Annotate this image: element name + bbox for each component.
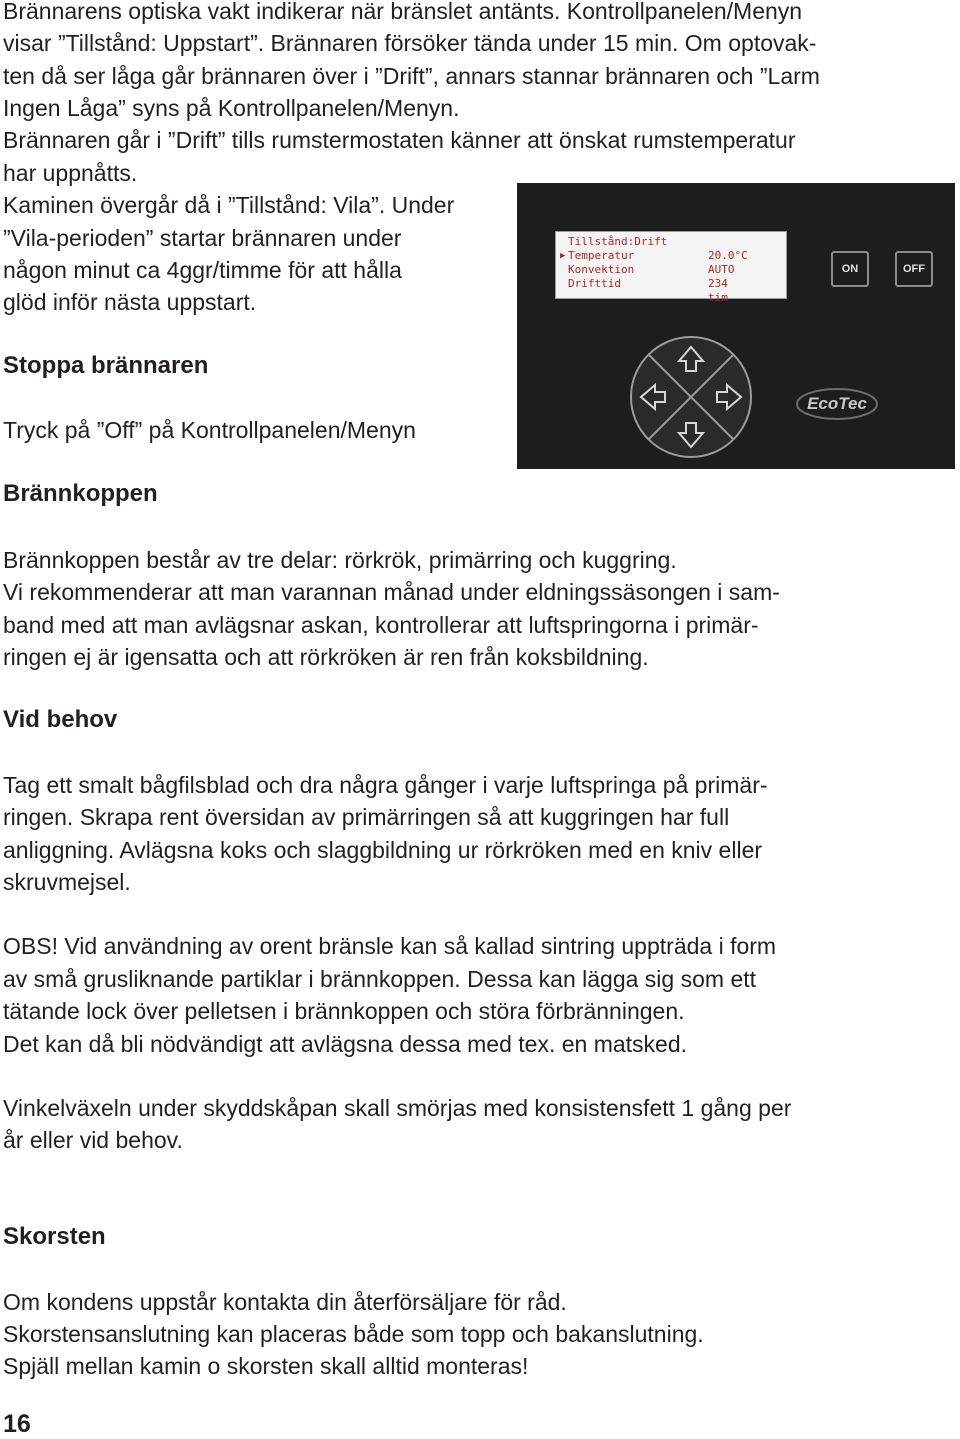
skorsten-line: Spjäll mellan kamin o skorsten skall alltid monteras! [3, 1353, 529, 1379]
off-button[interactable]: OFF [895, 251, 933, 287]
intro-line: har uppnåtts. [3, 160, 138, 186]
lcd-title: Tillstånd:Drift [568, 235, 668, 248]
brannkoppen-line: Brännkoppen består av tre delar: rörkrök, primärring och kuggring. [3, 547, 677, 573]
intro-line: någon minut ca 4ggr/timme för att hålla [3, 257, 402, 283]
page-number: 16 [3, 1410, 31, 1438]
skorsten-line: Om kondens uppstår kontakta din återförsäljare för råd. [3, 1289, 567, 1315]
stoppa-text: Tryck på ”Off” på Kontrollpanelen/Menyn [3, 417, 416, 443]
vid-behov-line: ringen. Skrapa rent översidan av primärringen så att kuggringen har full [3, 804, 730, 830]
lcd-row-value: AUTO [708, 263, 735, 276]
vinkel-line: år eller vid behov. [3, 1127, 183, 1153]
obs-line: Det kan då bli nödvändigt att avlägsna dessa med tex. en matsked. [3, 1031, 688, 1057]
section-heading-brannkoppen: Brännkoppen [3, 480, 158, 507]
vid-behov-line: anliggning. Avlägsna koks och slaggbildning ur rörkröken med en kniv eller [3, 837, 763, 863]
control-panel-image [517, 183, 955, 469]
brannkoppen-line: Vi rekommenderar att man varannan månad under eldningssäsongen i sam- [3, 579, 780, 605]
vinkel-line: Vinkelväxeln under skyddskåpan skall smörjas med konsistensfett 1 gång per [3, 1095, 792, 1121]
obs-line: OBS! Vid användning av orent bränsle kan så kallad sintring uppträda i form [3, 933, 777, 959]
section-heading-stoppa: Stoppa brännaren [3, 352, 209, 379]
intro-line: visar ”Tillstånd: Uppstart”. Brännaren försöker tända under 15 min. Om optovak- [3, 30, 817, 56]
intro-line: ”Vila-perioden” startar brännaren under [3, 225, 402, 251]
vid-behov-line: skruvmejsel. [3, 869, 131, 895]
section-heading-skorsten: Skorsten [3, 1223, 106, 1250]
lcd-row-label: Temperatur [568, 249, 635, 262]
direction-pad [627, 333, 755, 461]
intro-line: Kaminen övergår då i ”Tillstånd: Vila”. Under [3, 192, 455, 218]
selection-arrow-icon: ▶ [560, 251, 566, 261]
intro-line: ten då ser låga går brännaren över i ”Drift”, annars stannar brännaren och ”Larm [3, 63, 820, 89]
lcd-row-value: 234 tim [708, 277, 728, 304]
on-button[interactable]: ON [831, 251, 869, 287]
brannkoppen-line: band med att man avlägsnar askan, kontrollerar att luftspringorna i primär- [3, 612, 759, 638]
lcd-row-value: 20.0°C [708, 249, 748, 262]
lcd-display [555, 231, 787, 304]
intro-line: glöd inför nästa uppstart. [3, 289, 257, 315]
lcd-row-label: Konvektion [568, 263, 635, 276]
intro-line: Brännarens optiska vakt indikerar när bränslet antänts. Kontrollpanelen/Menyn [3, 0, 803, 24]
obs-line: tätande lock över pelletsen i brännkoppen och störa förbränningen. [3, 998, 685, 1024]
brand-text: EcoTec [807, 394, 867, 413]
section-heading-vid-behov: Vid behov [3, 706, 118, 733]
vid-behov-line: Tag ett smalt bågfilsblad och dra några gånger i varje luftspringa på primär- [3, 772, 768, 798]
obs-line: av små grusliknande partiklar i brännkoppen. Dessa kan lägga sig som ett [3, 966, 757, 992]
intro-line: Brännaren går i ”Drift” tills rumstermostaten känner att önskat rumstemperatur [3, 127, 796, 153]
lcd-row-label: Drifttid [568, 277, 621, 290]
ecotec-logo [795, 385, 879, 423]
brannkoppen-line: ringen ej är igensatta och att rörkröken är ren från koksbildning. [3, 644, 649, 670]
skorsten-line: Skorstensanslutning kan placeras både som topp och bakanslutning. [3, 1321, 704, 1347]
intro-line: Ingen Låga” syns på Kontrollpanelen/Menyn. [3, 95, 460, 121]
